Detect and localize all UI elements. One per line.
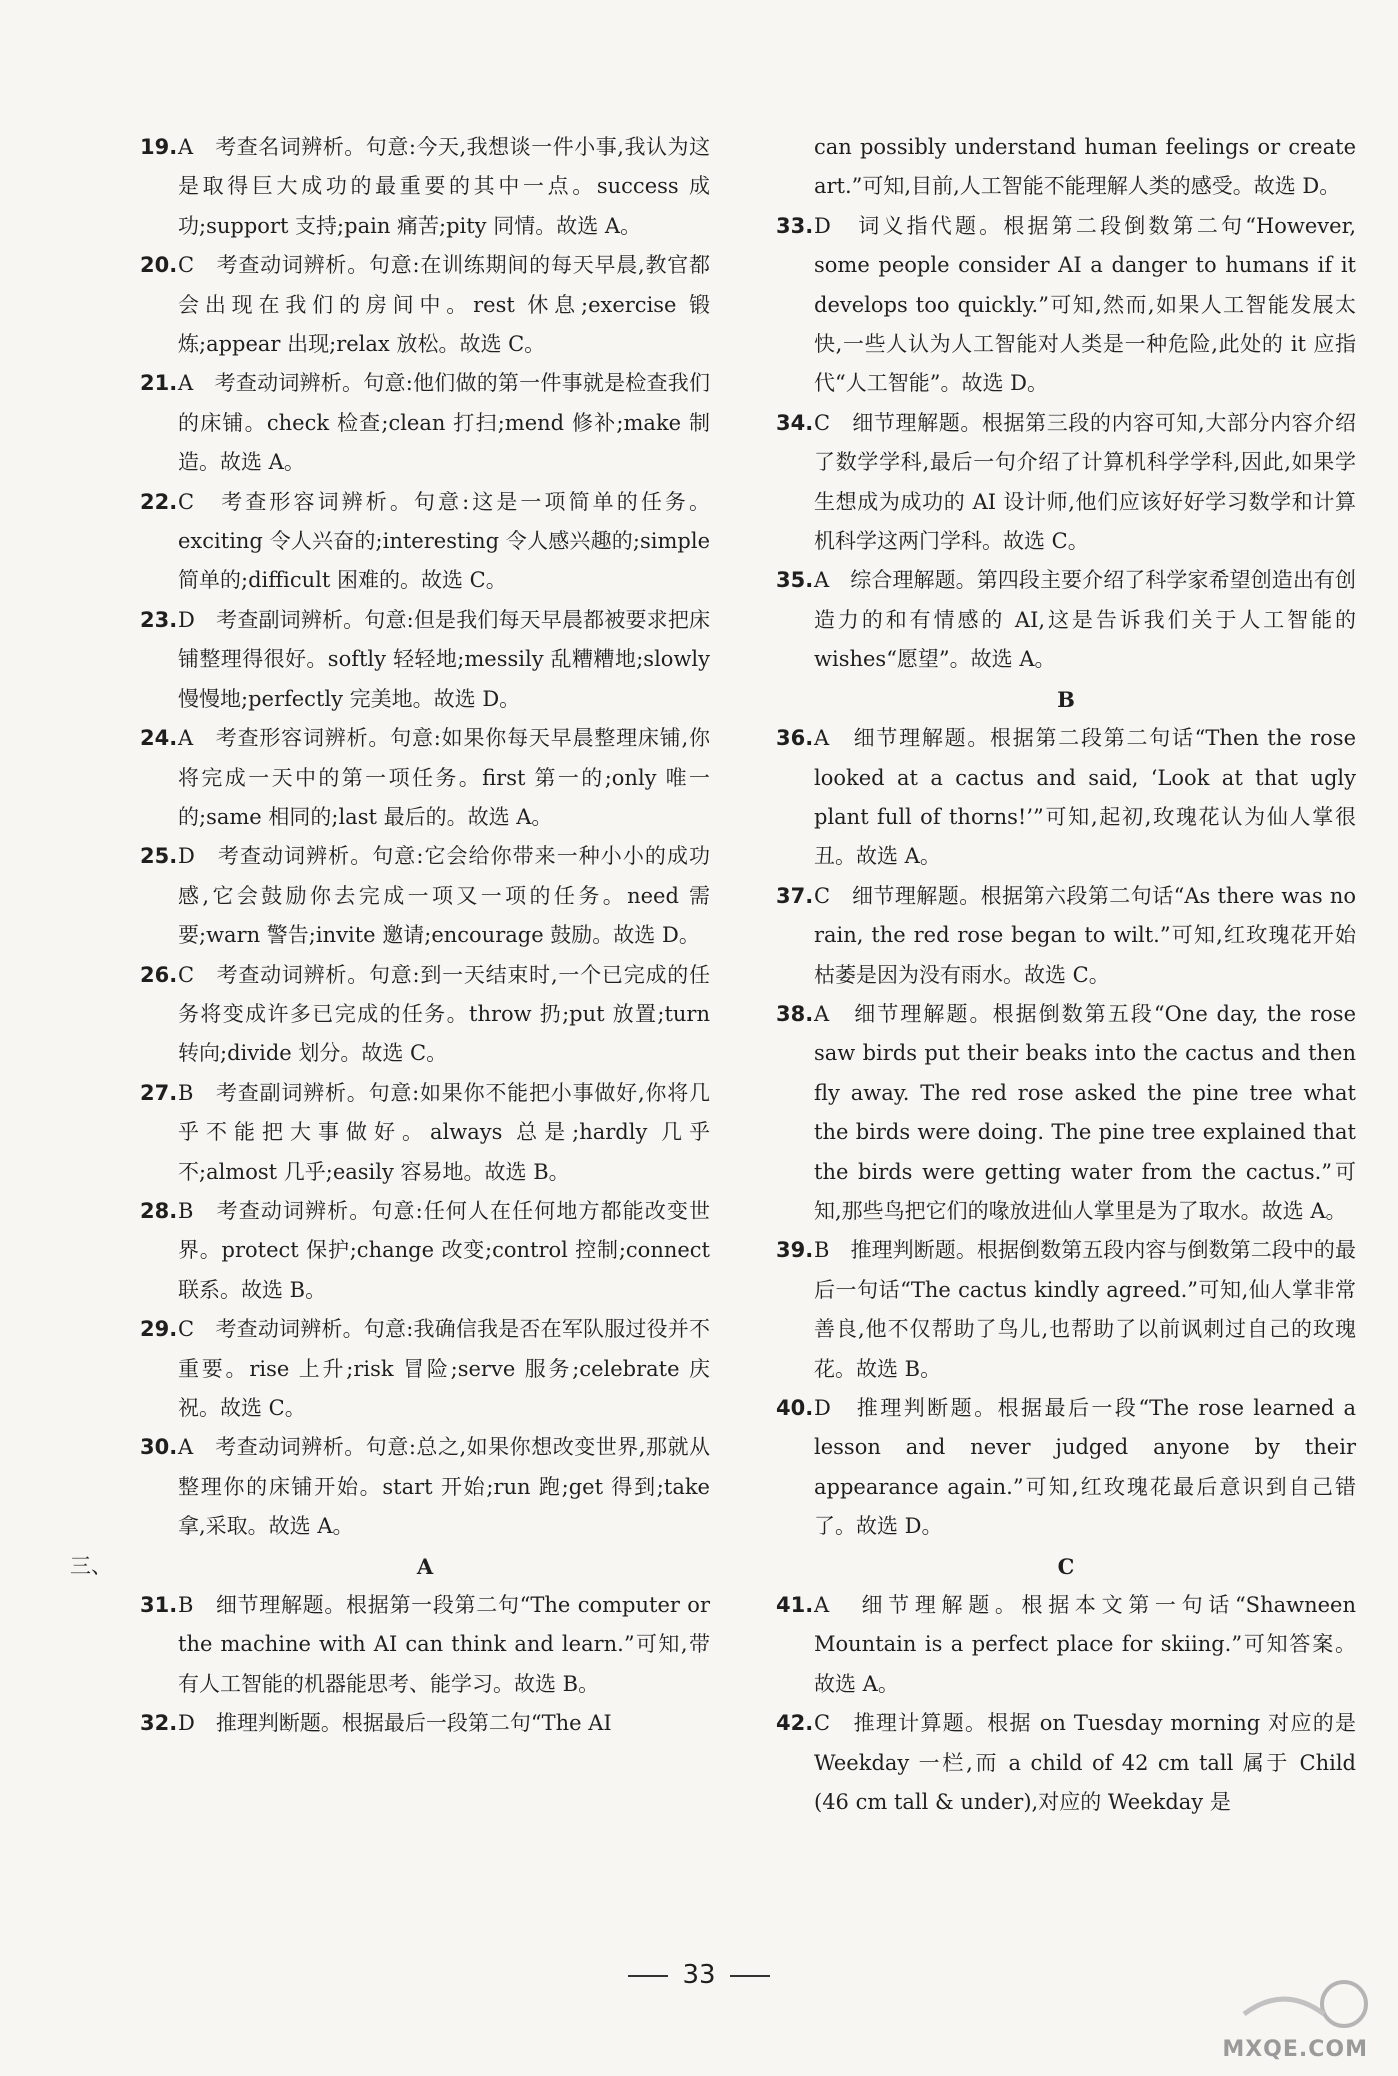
section-three-head	[70, 1547, 710, 1586]
answer-item	[140, 128, 710, 246]
answer-item	[140, 1310, 710, 1428]
answer-number: 26.	[140, 962, 178, 987]
subsection-c-heading: C	[1057, 1553, 1075, 1579]
answer-number: 25.	[140, 844, 178, 869]
answer-number: 40.	[776, 1396, 814, 1420]
answer-item	[140, 956, 710, 1074]
answer-explanation: B 细节理解题。根据第一段第二句“The computer or the machine with AI can think and learn.”可知,带有人工智能的机器能思考、能学习。故选 B。	[178, 1593, 710, 1696]
answer-explanation: D 推理判断题。根据最后一段“The rose learned a lesson and never judged anyone by their appearance again.”可知,红玫瑰花最后意识到自己错了。故选 D。	[814, 1396, 1356, 1539]
answer-item	[140, 1192, 710, 1310]
subsection-a-heading: A	[416, 1553, 434, 1579]
continued-answer-32: can possibly understand human feelings or create art.”可知,目前,人工智能不能理解人类的感受。故选 D。	[814, 135, 1356, 199]
answer-number: 27.	[140, 1080, 178, 1105]
answer-item	[140, 1428, 710, 1546]
answer-explanation: A 考查形容词辨析。句意:如果你每天早晨整理床铺,你将完成一天中的第一项任务。first 第一的;only 唯一的;same 相同的;last 最后的。故选 A。	[178, 726, 710, 829]
answer-number: 42.	[776, 1711, 814, 1736]
answer-number: 23.	[140, 607, 178, 632]
answer-explanation: A 考查动词辨析。句意:总之,如果你想改变世界,那就从整理你的床铺开始。start 开始;run 跑;get 得到;take 拿,采取。故选 A。	[178, 1435, 710, 1539]
answer-number: 34.	[776, 410, 814, 435]
answer-item	[140, 837, 710, 955]
answer-number: 19.	[140, 135, 178, 159]
answer-number: 29.	[140, 1317, 178, 1342]
answer-explanation: A 考查动词辨析。句意:他们做的第一件事就是检查我们的床铺。check 检查;clean 打扫;mend 修补;make 制造。故选 A。	[178, 371, 710, 475]
answer-explanation: A 细节理解题。根据第二段第二句话“Then the rose looked at a cactus and said, ‘Look at that ugly plant full of thorns!’”可知,起初,玫瑰花认为仙人掌很丑。故选 A。	[814, 726, 1356, 869]
answer-explanation: C 细节理解题。根据第六段第二句话“As there was no rain, the red rose began to wilt.”可知,红玫瑰花开始枯萎是因为没有雨水。故选 C。	[814, 883, 1356, 987]
page-number-dash-right	[730, 1975, 770, 1977]
answer-item	[776, 995, 1356, 1231]
subsection-b-heading: B	[1057, 686, 1075, 712]
answer-item	[140, 1586, 710, 1704]
answer-item	[140, 483, 710, 601]
answer-explanation: B 推理判断题。根据倒数第五段内容与倒数第二段中的最后一句话“The cactus kindly agreed.”可知,仙人掌非常善良,他不仅帮助了鸟儿,也帮助了以前讽刺过自己的玫瑰花。故选 B。	[814, 1238, 1356, 1381]
answer-explanation: C 考查动词辨析。句意:到一天结束时,一个已完成的任务将变成许多已完成的任务。throw 扔;put 放置;turn 转向;divide 划分。故选 C。	[178, 962, 710, 1066]
answer-number: 28.	[140, 1198, 178, 1223]
right-column	[776, 128, 1356, 1822]
answer-item	[776, 1704, 1356, 1822]
answer-item	[776, 719, 1356, 877]
answer-item	[776, 1231, 1356, 1389]
answer-explanation: C 细节理解题。根据第三段的内容可知,大部分内容介绍了数学学科,最后一句介绍了计算机科学学科,因此,如果学生想成为成功的 AI 设计师,他们应该好好学习数学和计算机科学这两门学科。故选 C。	[814, 410, 1356, 554]
answer-explanation: D 考查副词辨析。句意:但是我们每天早晨都被要求把床铺整理得很好。softly 轻轻地;messily 乱糟糟地;slowly 慢慢地;perfectly 完美地。故选 D。	[178, 607, 710, 711]
answer-item	[776, 404, 1356, 562]
answer-item	[776, 207, 1356, 404]
watermark-text: MXQE.COM	[1222, 2037, 1368, 2062]
answer-item	[776, 1586, 1356, 1704]
answer-number: 39.	[776, 1238, 814, 1263]
answer-explanation: A 细节理解题。根据倒数第五段“One day, the rose saw birds put their beaks into the cactus and then fly away. The red rose asked the pine tree what the birds were doing. The pine tree explained that the birds were getting water from the cactus.”可知,那些鸟把它们的喙放进仙人掌里是为了取水。故选 A。	[814, 1001, 1356, 1223]
section-label: 三、	[70, 1553, 112, 1578]
answer-number: 35.	[776, 568, 814, 593]
answer-explanation: D 词义指代题。根据第二段倒数第二句“However, some people consider AI a danger to humans if it develops too quickly.”可知,然而,如果人工智能发展太快,一些人认为人工智能对人类是一种危险,此处的 it 应指代“人工智能”。故选 D。	[814, 213, 1356, 396]
answer-number: 41.	[776, 1593, 814, 1618]
answer-item	[140, 246, 710, 364]
answer-number: 31.	[140, 1593, 178, 1618]
answer-number: 38.	[776, 1001, 814, 1026]
answer-number: 22.	[140, 489, 178, 514]
answer-explanation: B 考查动词辨析。句意:任何人在任何地方都能改变世界。protect 保护;change 改变;control 控制;connect 联系。故选 B。	[178, 1198, 710, 1302]
answer-number: 21.	[140, 371, 178, 396]
answer-explanation: C 考查动词辨析。句意:我确信我是否在军队服过役并不重要。rise 上升;risk 冒险;serve 服务;celebrate 庆祝。故选 C。	[178, 1317, 710, 1420]
page-number-value: 33	[682, 1960, 716, 1990]
page-number	[0, 1960, 1398, 1990]
answer-explanation: A 细节理解题。根据本文第一句话“Shawneen Mountain is a perfect place for skiing.”可知答案。故选 A。	[814, 1593, 1356, 1696]
answer-item	[140, 364, 710, 482]
answer-explanation: A 综合理解题。第四段主要介绍了科学家希望创造出有创造力的和有情感的 AI,这是告诉我们关于人工智能的 wishes“愿望”。故选 A。	[814, 568, 1356, 672]
answer-number: 20.	[140, 253, 178, 278]
answer-number: 37.	[776, 883, 814, 908]
answer-explanation: D 推理判断题。根据最后一段第二句“The AI	[178, 1711, 612, 1736]
left-column	[70, 128, 710, 1744]
answer-item	[776, 561, 1356, 679]
answer-item	[140, 601, 710, 719]
answer-number: 32.	[140, 1711, 178, 1736]
answer-number: 30.	[140, 1435, 178, 1460]
answer-explanation: A 考查名词辨析。句意:今天,我想谈一件小事,我认为这是取得巨大成功的最重要的其中一点。success 成功;support 支持;pain 痛苦;pity 同情。故选 A。	[178, 135, 710, 238]
answer-number: 24.	[140, 726, 178, 751]
answer-explanation: B 考查副词辨析。句意:如果你不能把小事做好,你将几乎不能把大事做好。always 总是;hardly 几乎不;almost 几乎;easily 容易地。故选 B。	[178, 1080, 710, 1184]
answer-item	[140, 1074, 710, 1192]
answer-explanation: C 考查动词辨析。句意:在训练期间的每天早晨,教官都会出现在我们的房间中。rest 休息;exercise 锻炼;appear 出现;relax 放松。故选 C。	[178, 253, 710, 357]
answer-item	[776, 877, 1356, 995]
answer-explanation: C 考查形容词辨析。句意:这是一项简单的任务。exciting 令人兴奋的;interesting 令人感兴趣的;simple 简单的;difficult 困难的。故选 C。	[178, 489, 710, 593]
answer-explanation: D 考查动词辨析。句意:它会给你带来一种小小的成功感,它会鼓励你去完成一项又一项的任务。need 需要;warn 警告;invite 邀请;encourage 鼓励。故选 D。	[178, 844, 710, 948]
answer-item	[140, 1704, 710, 1743]
answer-explanation: C 推理计算题。根据 on Tuesday morning 对应的是 Weekday 一栏,而 a child of 42 cm tall 属于 Child (46 cm tall & under),对应的 Weekday 是	[814, 1711, 1356, 1815]
answer-item	[140, 719, 710, 837]
page-number-dash-left	[628, 1975, 668, 1977]
answer-number: 33.	[776, 213, 814, 238]
answer-item	[776, 1389, 1356, 1547]
answer-number: 36.	[776, 726, 814, 751]
